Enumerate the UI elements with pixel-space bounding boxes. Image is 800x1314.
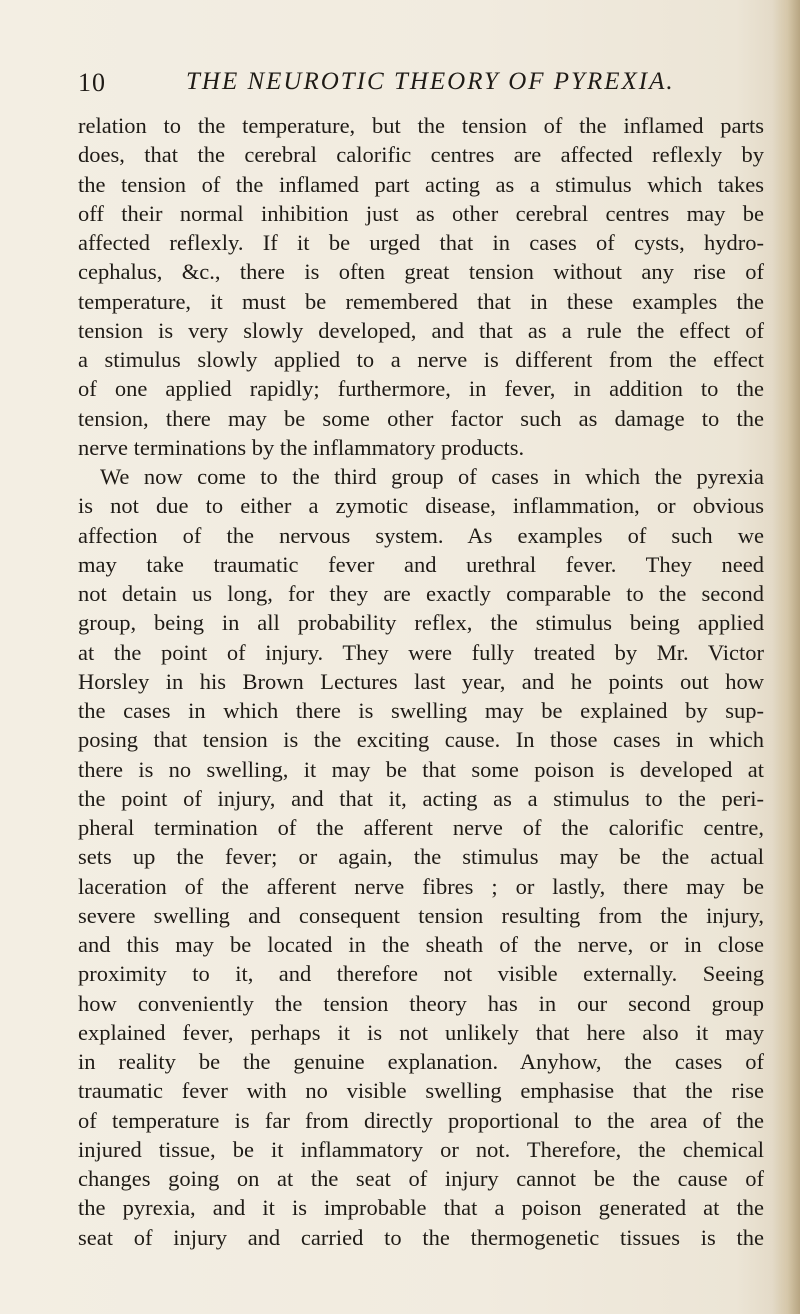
text-line: the point of injury, and that it, acting as a stimulus to the peri- xyxy=(78,785,764,811)
text-line: cephalus, &c., there is often great tension without any rise of xyxy=(78,259,764,285)
text-line: severe swelling and consequent tension resulting from the injury, xyxy=(78,902,764,928)
text-line: tension is very slowly developed, and that as a rule the effect of xyxy=(78,317,764,343)
text-line: changes going on at the seat of injury cannot be the cause of xyxy=(78,1166,764,1191)
text-line: group, being in all probability reflex, the stimulus being applied xyxy=(78,610,764,636)
text-line: at the point of injury. They were fully treated by Mr. Victor xyxy=(78,639,764,665)
text-line: explained fever, perhaps it is not unlikely that here also it may xyxy=(78,1019,764,1045)
text-line: We now come to the third group of cases in which the pyrexia xyxy=(100,464,764,489)
text-line: injured tissue, be it inflammatory or not. Therefore, the chemical xyxy=(78,1136,764,1162)
text-line: temperature, it must be remembered that in these examples the xyxy=(78,288,764,314)
text-line: Horsley in his Brown Lectures last year, and he points out how xyxy=(78,668,764,694)
body-text xyxy=(78,111,764,1252)
text-line: of one applied rapidly; furthermore, in fever, in addition to the xyxy=(78,376,764,402)
text-line: the cases in which there is swelling may be explained by sup- xyxy=(78,698,764,723)
text-line: there is no swelling, it may be that some poison is developed at xyxy=(78,756,764,782)
text-line: sets up the fever; or again, the stimulus may be the actual xyxy=(78,844,764,870)
text-line: seat of injury and carried to the thermogenetic tissues is the xyxy=(78,1224,764,1250)
running-title: THE NEUROTIC THEORY OF PYREXIA. xyxy=(186,68,675,95)
text-line: may take traumatic fever and urethral fever. They need xyxy=(78,551,764,577)
text-line: not detain us long, for they are exactly comparable to the second xyxy=(78,581,764,606)
text-line: in reality be the genuine explanation. Anyhow, the cases of xyxy=(78,1049,764,1074)
text-line: affected reflexly. If it be urged that in cases of cysts, hydro- xyxy=(78,230,764,255)
text-line: pheral termination of the afferent nerve of the calorific centre, xyxy=(78,815,764,840)
text-line: off their normal inhibition just as other cerebral centres may be xyxy=(78,200,764,226)
page-edge-shading xyxy=(772,0,800,1314)
text-line: is not due to either a zymotic disease, inflammation, or obvious xyxy=(78,493,764,519)
running-header xyxy=(78,68,768,108)
text-line: a stimulus slowly applied to a nerve is different from the effect xyxy=(78,347,764,372)
text-line: of temperature is far from directly proportional to the area of the xyxy=(78,1107,764,1133)
text-line: traumatic fever with no visible swelling emphasise that the rise xyxy=(78,1078,764,1104)
text-line: does, that the cerebral calorific centres are affected reflexly by xyxy=(78,142,764,168)
text-line: proximity to it, and therefore not visible externally. Seeing xyxy=(78,961,764,987)
text-line: and this may be located in the sheath of the nerve, or in close xyxy=(78,932,764,957)
text-line: nerve terminations by the inflammatory products. xyxy=(78,434,525,460)
text-line: how conveniently the tension theory has in our second group xyxy=(78,990,764,1016)
text-line: the pyrexia, and it is improbable that a poison generated at the xyxy=(78,1195,764,1221)
text-line: relation to the temperature, but the tension of the inflamed parts xyxy=(78,113,764,138)
text-line: the tension of the inflamed part acting as a stimulus which takes xyxy=(78,171,764,197)
text-line: posing that tension is the exciting cause. In those cases in which xyxy=(78,727,764,753)
text-line: laceration of the afferent nerve fibres ; or lastly, there may be xyxy=(78,873,764,899)
text-line: tension, there may be some other factor such as damage to the xyxy=(78,405,764,431)
page-number: 10 xyxy=(78,68,106,97)
text-line: affection of the nervous system. As examples of such we xyxy=(78,522,764,548)
